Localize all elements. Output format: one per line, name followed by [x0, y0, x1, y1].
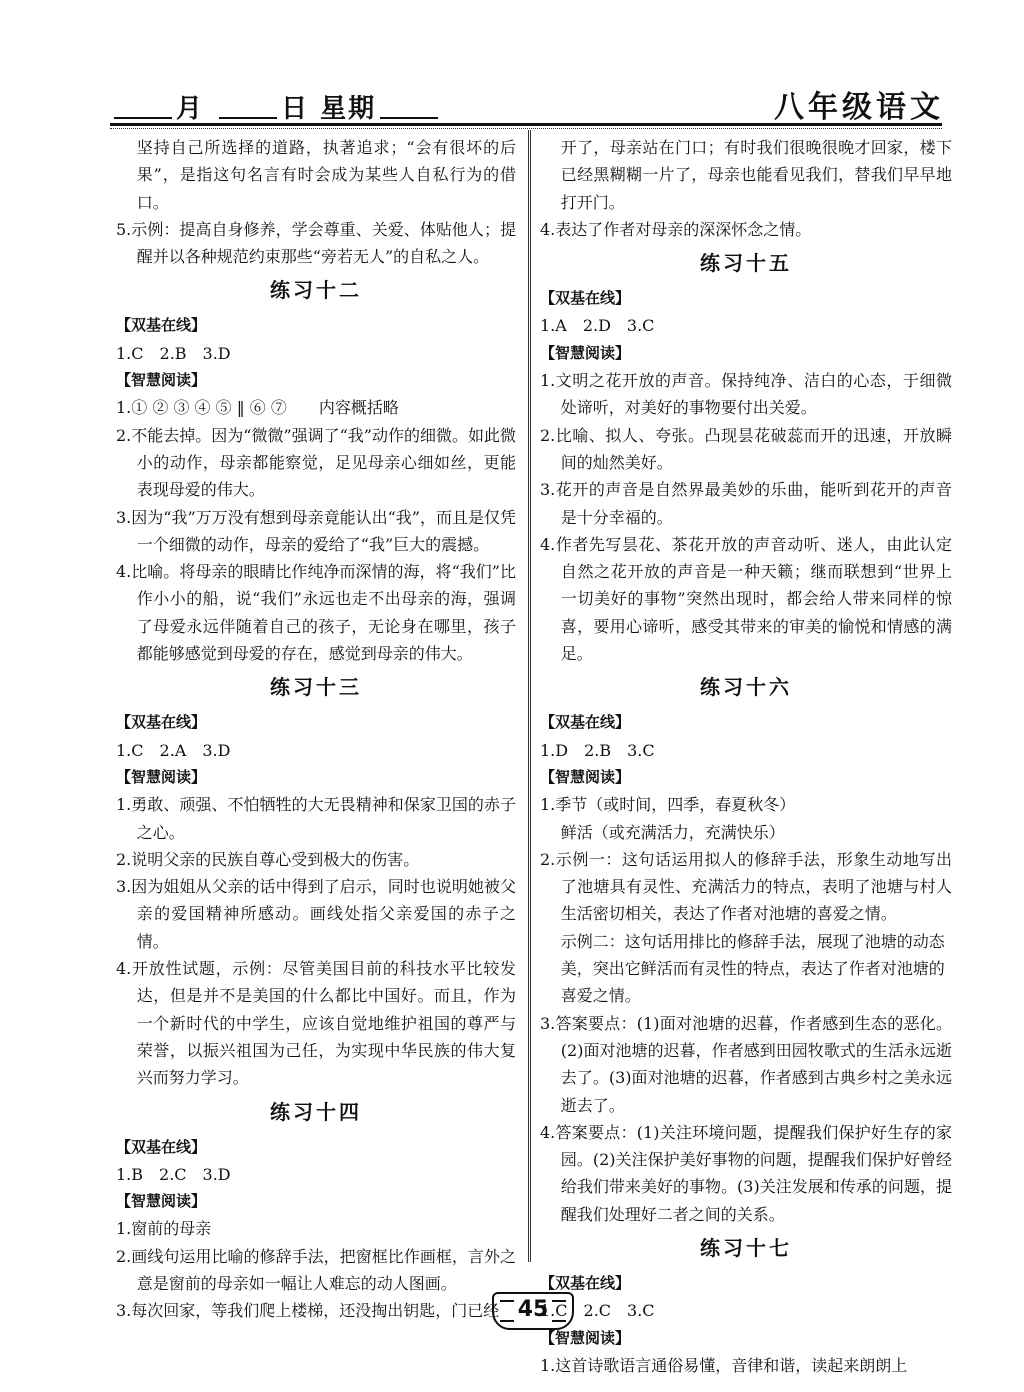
- page-number: [492, 1292, 574, 1330]
- header-rule: [110, 123, 942, 126]
- answer-item: 4.表达了作者对母亲的深深怀念之情。: [540, 219, 812, 239]
- basic-answers: 1.C 2.B 3.D: [116, 343, 231, 363]
- answer-item: 4.作者先写昙花、茶花开放的声音动听、迷人，由此认定自然之花开放的声音是一种天籁；继而联想到“世界上一切美好的事物”突然出现时，都会给人带来同样的惊喜，要用心谛听，感受其带来的审美的愉悦和情感的满足。: [540, 534, 952, 664]
- answer-item: 3.每次回家，等我们爬上楼梯，还没掏出钥匙，门已经: [116, 1301, 500, 1321]
- answer-item: 3.答案要点：(1)面对池塘的迟暮，作者感到生态的恶化。(2)面对池塘的迟暮，作者感到田园牧歌式的生活永远逝去了。(3)面对池塘的迟暮，作者感到古典乡村之美永远逝去了。: [540, 1013, 952, 1115]
- basic-label: 【双基在线】: [116, 1137, 207, 1156]
- basic-answers: 1.C 2.A 3.D: [116, 740, 231, 760]
- answer-item: 4.答案要点：(1)关注环境问题，提醒我们保护好生存的家园。(2)关注保护美好事物的问题，提醒我们保护好曾经给我们带来美好的事物。(3)关注发展和传承的问题，提醒我们处理好二者之间的关系。: [540, 1122, 952, 1224]
- weekday-blank[interactable]: [380, 117, 438, 119]
- left-column: [116, 134, 516, 1325]
- month-blank[interactable]: [114, 117, 172, 119]
- answer-item: 3.因为“我”万万没有想到母亲竟能认出“我”，而且是仅凭一个细微的动作，母亲的爱给了“我”巨大的震撼。: [116, 507, 516, 554]
- basic-label: 【双基在线】: [540, 713, 631, 732]
- answer-item: 3.花开的声音是自然界最美妙的乐曲，能听到花开的声音是十分幸福的。: [540, 480, 952, 527]
- answer-item: 1.① ② ③ ④ ⑤ ‖ ⑥ ⑦ 内容概括略: [116, 398, 399, 418]
- answer-subitem: 示例二：这句话用排比的修辞手法，展现了池塘的动态美，突出它鲜活而有灵性的特点，表达了作者对池塘的喜爱之情。: [560, 931, 945, 1006]
- section-title-13: 练习十三: [270, 675, 362, 700]
- book-icon: [552, 1300, 566, 1322]
- basic-label: 【双基在线】: [540, 289, 631, 308]
- answer-item: 1.这首诗歌语言通俗易懂，音律和谐，读起来朗朗上: [540, 1355, 908, 1375]
- page-number-text: 45: [517, 1297, 549, 1322]
- basic-answers: 1.C 2.C 3.C: [540, 1301, 655, 1321]
- reading-label: 【智慧阅读】: [116, 371, 207, 390]
- answer-item: 3.因为姐姐从父亲的话中得到了启示，同时也说明她被父亲的爱国精神所感动。画线处指父亲爱国的赤子之情。: [116, 877, 516, 951]
- answer-item: 1.勇敢、顽强、不怕牺牲的大无畏精神和保家卫国的赤子之心。: [116, 795, 516, 842]
- reading-label: 【智慧阅读】: [116, 1192, 207, 1211]
- reading-label: 【智慧阅读】: [116, 767, 207, 786]
- month-label: 月: [176, 94, 205, 124]
- column-divider: [528, 130, 531, 1262]
- header-rule-dotted: [110, 128, 942, 129]
- basic-answers: 1.A 2.D 3.C: [540, 316, 655, 336]
- basic-label: 【双基在线】: [116, 713, 207, 732]
- reading-label: 【智慧阅读】: [540, 343, 631, 362]
- section-title-12: 练习十二: [270, 278, 362, 303]
- answer-item: 5.示例：提高自身修养，学会尊重、关爱、体贴他人；提醒并以各种规范约束那些“旁若无人”的自私之人。: [116, 219, 516, 267]
- basic-label: 【双基在线】: [116, 316, 207, 335]
- answer-item: 1.季节（或时间，四季，春夏秋冬）: [540, 795, 796, 815]
- section-title-14: 练习十四: [270, 1099, 362, 1124]
- answer-item: 1.窗前的母亲: [116, 1219, 212, 1239]
- section-title-17: 练习十七: [700, 1235, 792, 1260]
- header-title: 八年级语文: [774, 90, 944, 125]
- day-label: 日: [281, 94, 310, 124]
- answer-continuation: 坚持自己所选择的道路，执著追求；“会有很坏的后果”，是指这句名言有时会成为某些人自私行为的借口。: [136, 138, 516, 212]
- answer-item: 4.开放性试题，示例：尽管美国目前的科技水平比较发达，但是并不是美国的什么都比中国好。而且，作为一个新时代的中学生，应该自觉地维护祖国的尊严与荣誉，以振兴祖国为己任，为实现中华民族的伟大复兴而努力学习。: [116, 959, 516, 1088]
- answer-continuation: 开了，母亲站在门口；有时我们很晚很晚才回家，楼下已经黑糊糊一片了，母亲也能看见我们，替我们早早地打开门。: [560, 138, 952, 212]
- weekday-label: 星期: [320, 94, 377, 124]
- answer-item: 2.不能去掉。因为“微微”强调了“我”动作的细微。如此微小的动作，母亲都能察觉，足见母亲心细如丝，更能表现母爱的伟大。: [116, 425, 516, 500]
- date-line: [110, 88, 442, 125]
- basic-label: 【双基在线】: [540, 1273, 631, 1292]
- page-header: [110, 82, 944, 125]
- basic-answers: 1.B 2.C 3.D: [116, 1164, 231, 1184]
- answer-item: 2.示例一：这句话运用拟人的修辞手法，形象生动地写出了池塘具有灵性、充满活力的特点，表明了池塘与村人生活密切相关，表达了作者对池塘的喜爱之情。: [540, 849, 952, 924]
- book-icon: [500, 1300, 514, 1322]
- section-title-15: 练习十五: [700, 251, 792, 276]
- answer-subitem: 鲜活（或充满活力，充满快乐）: [560, 822, 785, 842]
- reading-label: 【智慧阅读】: [540, 1328, 631, 1347]
- answer-item: 2.比喻、拟人、夸张。凸现昙花破蕊而开的迅速，开放瞬间的灿然美好。: [540, 425, 952, 472]
- answer-item: 1.文明之花开放的声音。保持纯净、洁白的心态，于细微处谛听，对美好的事物要付出关爱。: [540, 371, 952, 418]
- answer-item: 2.画线句运用比喻的修辞手法，把窗框比作画框，言外之意是窗前的母亲如一幅让人难忘的动人图画。: [116, 1246, 516, 1293]
- answer-item: 4.比喻。将母亲的眼睛比作纯净而深情的海，将“我们”比作小小的船，说“我们”永远也走不出母亲的海，强调了母爱永远伴随着自己的孩子，无论身在哪里，孩子都能够感觉到母爱的存在，感觉到母亲的伟大。: [116, 562, 516, 664]
- section-title-16: 练习十六: [700, 675, 792, 700]
- right-column: [540, 134, 952, 1379]
- day-blank[interactable]: [219, 117, 277, 119]
- reading-label: 【智慧阅读】: [540, 767, 631, 786]
- answer-item: 2.说明父亲的民族自尊心受到极大的伤害。: [116, 849, 420, 869]
- basic-answers: 1.D 2.B 3.C: [540, 740, 655, 760]
